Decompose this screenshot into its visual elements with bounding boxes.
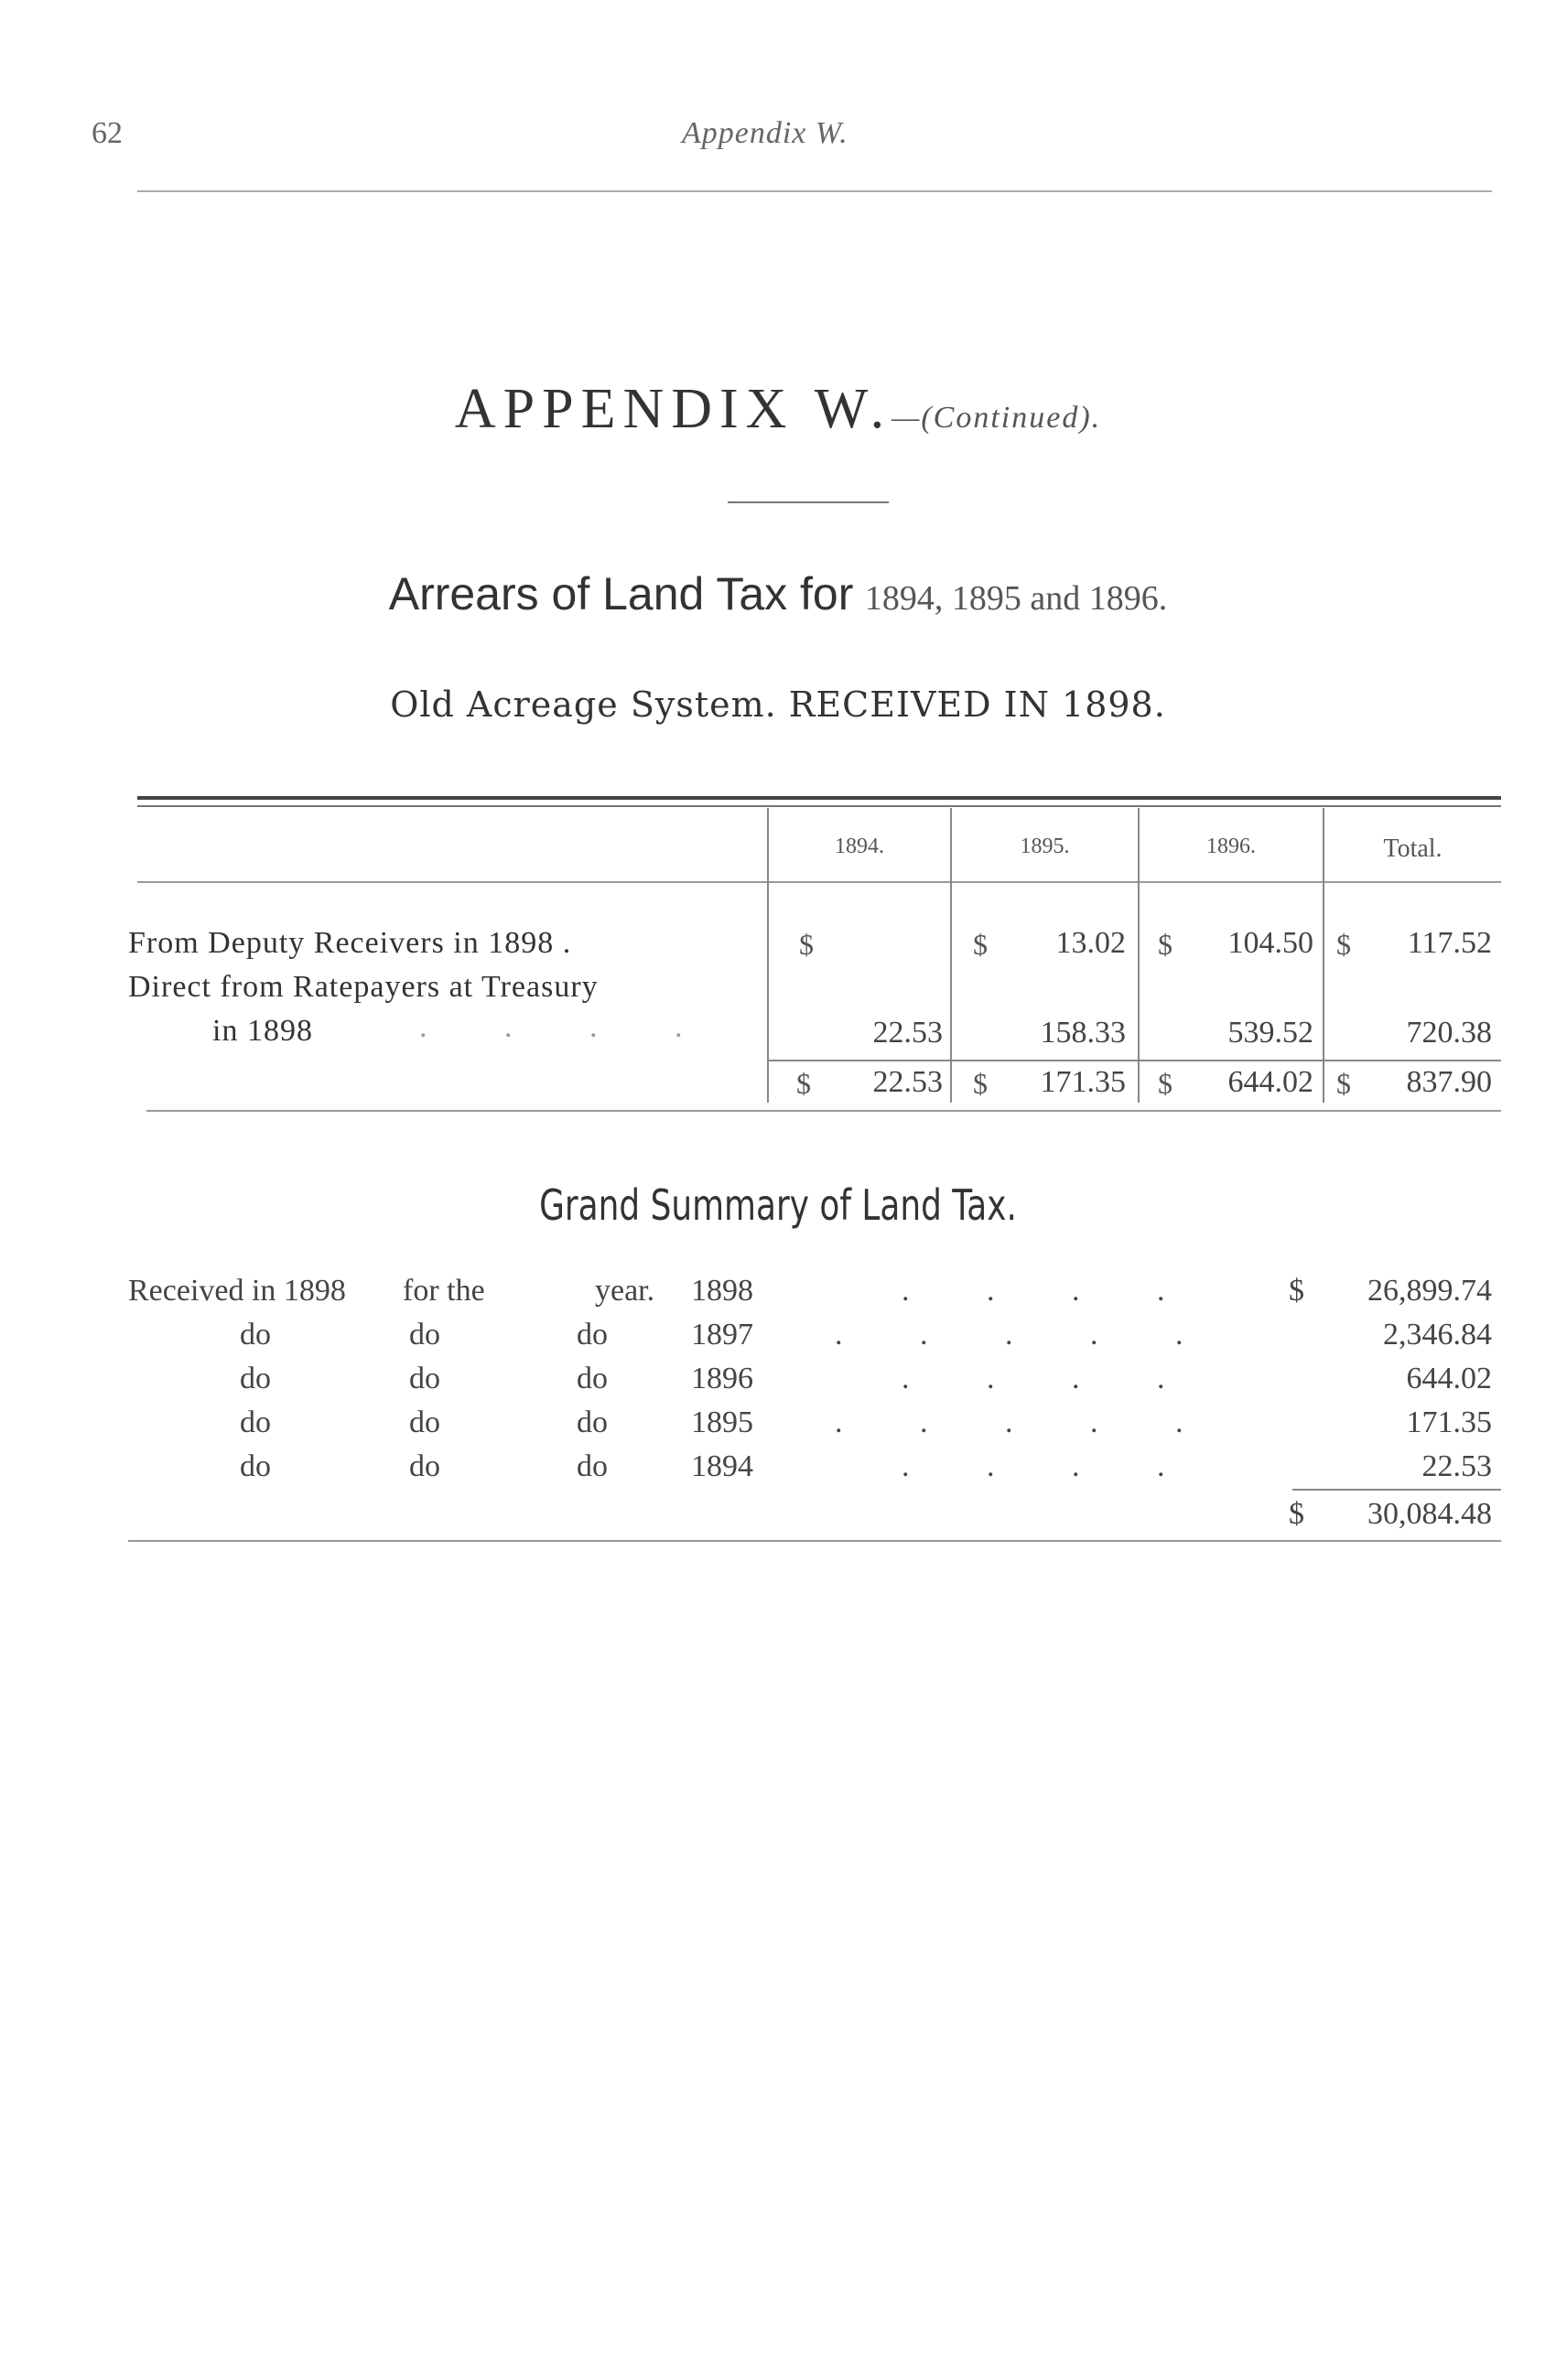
page-number: 62 <box>92 116 123 150</box>
total-1895: 171.35 <box>1040 1065 1126 1099</box>
summary-col2: do <box>409 1405 440 1439</box>
summary-col2: for the <box>403 1274 485 1308</box>
row-label-deputy-receivers: From Deputy Receivers in 1898 . <box>128 926 572 960</box>
currency-sign: $ <box>973 1067 988 1100</box>
currency-sign: $ <box>796 1067 811 1100</box>
summary-year: 1895 <box>691 1405 753 1439</box>
cell-1895-deputy: 13.02 <box>1055 926 1126 960</box>
summary-row <box>0 1405 1556 1446</box>
cell-total-direct: 720.38 <box>1406 1016 1492 1050</box>
currency-sign: $ <box>1336 1067 1351 1100</box>
summary-amount: 644.02 <box>1406 1362 1492 1395</box>
row-label-direct-ratepayers-cont: in 1898 <box>212 1014 313 1048</box>
summary-total-amount: 30,084.48 <box>1367 1497 1492 1531</box>
currency-sign: $ <box>1336 928 1351 961</box>
currency-sign: $ <box>1289 1274 1304 1308</box>
cell-1896-direct: 539.52 <box>1227 1016 1313 1050</box>
dot-leaders: . . . . <box>902 1362 1200 1395</box>
summary-amount: 22.53 <box>1421 1449 1492 1483</box>
row-label-direct-ratepayers: Direct from Ratepayers at Treasury <box>128 970 599 1004</box>
summary-col3: do <box>577 1362 608 1395</box>
arrears-title <box>0 567 1556 620</box>
appendix-title <box>0 377 1556 442</box>
appendix-title-text: APPENDIX W. <box>454 378 892 440</box>
header-rule <box>137 190 1492 192</box>
currency-sign: $ <box>799 928 814 961</box>
cell-total-deputy: 117.52 <box>1407 926 1492 960</box>
dot-leaders: . . . . . <box>835 1405 1218 1439</box>
table-header-rule <box>137 881 1501 883</box>
summary-row <box>0 1274 1556 1314</box>
summary-total-rule <box>1292 1489 1501 1491</box>
cell-1895-direct: 158.33 <box>1040 1016 1126 1050</box>
dot-leaders: . . . . <box>902 1274 1200 1308</box>
summary-col1: do <box>240 1449 271 1483</box>
summary-year: 1898 <box>691 1274 753 1308</box>
subtitle: Old Acreage System. RECEIVED IN 1898. <box>390 684 1166 725</box>
column-header-1896: 1896. <box>1206 835 1256 858</box>
summary-amount: 26,899.74 <box>1367 1274 1492 1308</box>
summary-total-row <box>0 1497 1556 1537</box>
column-header-1895: 1895. <box>1020 835 1070 858</box>
summary-year: 1896 <box>691 1362 753 1395</box>
table-top-rule-thin <box>137 805 1501 807</box>
arrears-title-main: Arrears of Land Tax for <box>388 568 854 619</box>
summary-col2: do <box>409 1362 440 1395</box>
dot-leaders: . . . . <box>902 1449 1200 1483</box>
title-rule <box>728 501 889 503</box>
summary-row <box>0 1449 1556 1490</box>
total-1896: 644.02 <box>1227 1065 1313 1099</box>
running-title: Appendix W. <box>682 116 848 150</box>
summary-year: 1897 <box>691 1318 753 1352</box>
table-bottom-rule <box>146 1110 1501 1112</box>
summary-row <box>0 1362 1556 1402</box>
total-grand: 837.90 <box>1406 1065 1492 1099</box>
summary-col1: Received in 1898 <box>128 1274 346 1308</box>
dot-leaders: . . . . . <box>835 1318 1218 1352</box>
currency-sign: $ <box>1158 928 1172 961</box>
cell-1896-deputy: 104.50 <box>1227 926 1313 960</box>
summary-col2: do <box>409 1449 440 1483</box>
currency-sign: $ <box>1158 1067 1172 1100</box>
summary-year: 1894 <box>691 1449 753 1483</box>
grand-summary-title: Grand Summary of Land Tax. <box>539 1180 1017 1230</box>
summary-col1: do <box>240 1318 271 1352</box>
arrears-title-years: 1894, 1895 and 1896. <box>864 579 1168 618</box>
dot-leaders: . . . . <box>419 1010 718 1044</box>
summary-col3: do <box>577 1318 608 1352</box>
cell-1894-direct: 22.53 <box>872 1016 943 1050</box>
column-header-total: Total. <box>1383 835 1443 863</box>
summary-col1: do <box>240 1405 271 1439</box>
summary-row <box>0 1318 1556 1358</box>
summary-col1: do <box>240 1362 271 1395</box>
continued-note: —(Continued). <box>891 401 1102 435</box>
summary-amount: 171.35 <box>1406 1405 1492 1439</box>
currency-sign: $ <box>973 928 988 961</box>
total-1894: 22.53 <box>872 1065 943 1099</box>
summary-bottom-rule <box>128 1540 1501 1542</box>
column-header-1894: 1894. <box>835 835 884 858</box>
summary-col3: year. <box>595 1274 655 1308</box>
currency-sign: $ <box>1289 1497 1304 1531</box>
summary-col3: do <box>577 1405 608 1439</box>
table-top-rule <box>137 796 1501 800</box>
table-sum-rule <box>767 1060 1501 1061</box>
summary-col3: do <box>577 1449 608 1483</box>
summary-amount: 2,346.84 <box>1383 1318 1492 1352</box>
summary-col2: do <box>409 1318 440 1352</box>
